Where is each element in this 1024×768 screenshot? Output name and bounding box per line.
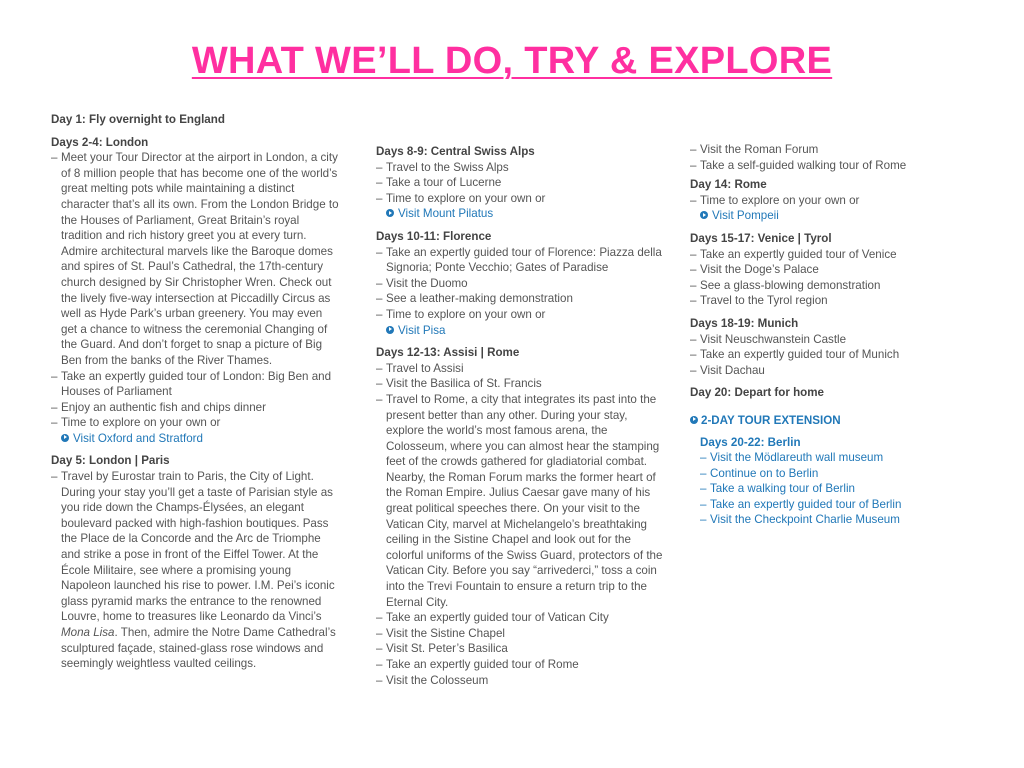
itinerary-item: – Take an expertly guided tour of Vatican City bbox=[376, 611, 609, 625]
itinerary-item: – Take a tour of Lucerne bbox=[376, 176, 502, 190]
day-title: Days 15-17: Venice | Tyrol bbox=[690, 231, 832, 245]
day-title: Days 8-9: Central Swiss Alps bbox=[376, 145, 535, 158]
day-title: Days 20-22: Berlin bbox=[700, 435, 801, 449]
optional-excursion-link[interactable]: Visit Pisa bbox=[376, 323, 666, 339]
itinerary-item: – Travel to Rome, a city that integrates its past into the present better than any other. During your stay, explore the world’s most famous arena, the Colosseum, where you can almost hear the stamping feet of the crowds gathered for gladiatorial combat. Nearby, the Roman Forum marks the former heart of the Roman Empire. Julius Caesar gave many of his great political speeches there. On your visit to the Vatican City, marvel at Michelangelo’s breathtaking ceiling in the Sistine Chapel and look out for the colorful uniforms of the Swiss Guard, protectors of the Vatican City. Before you say “arrivederci,” toss a coin into the Trevi Fountain to ensure a return trip to the Eternal City. bbox=[376, 392, 663, 609]
optional-excursion-link[interactable]: Visit Oxford and Stratford bbox=[51, 431, 341, 447]
itinerary-item: – Time to explore on your own or bbox=[51, 416, 221, 430]
itinerary-item: – Visit the Roman Forum bbox=[690, 143, 819, 156]
itinerary-item: – Travel by Eurostar train to Paris, the City of Light. During your stay you’ll get a taste of Parisian style as you ride down the Champs-Élysées, an elegant boulevard packed with high-fashion boutiques. Pass the Place de la Concorde and the Arc de Triomphe and strike a pose in front of the Eiffel Tower. At the École Militaire, see where a promising young Napoleon launched his rise to power. I.M. Pei’s iconic glass pyramid marks the entrance to the renowned Louvre, home to treasures like Leonardo da Vinci’s Mona Lisa. Then, admire the Notre Dame Cathedral’s sculptured façade, stained-glass rose windows and seemingly weightless vaulted ceilings. bbox=[51, 470, 336, 671]
itinerary-item: – Take an expertly guided tour of Venice bbox=[690, 247, 897, 261]
day-section bbox=[690, 177, 990, 224]
itinerary-item: – See a leather-making demonstration bbox=[376, 292, 573, 306]
itinerary-item: – Travel to the Swiss Alps bbox=[376, 160, 509, 174]
itinerary-item: – Enjoy an authentic fish and chips dinner bbox=[51, 400, 266, 414]
day-title: Day 5: London | Paris bbox=[51, 454, 170, 468]
optional-excursion-link[interactable]: Visit Mount Pilatus bbox=[376, 206, 666, 222]
day-title: Days 10-11: Florence bbox=[376, 229, 492, 243]
play-circle-icon bbox=[690, 416, 698, 424]
itinerary-item: – Visit Dachau bbox=[690, 363, 765, 377]
day-section bbox=[690, 385, 990, 401]
day-section bbox=[51, 453, 341, 671]
itinerary-item: – Visit the Doge’s Palace bbox=[690, 263, 819, 277]
day-title: Day 14: Rome bbox=[690, 178, 767, 192]
itinerary-item: – Time to explore on your own or bbox=[376, 191, 546, 205]
itinerary-item: – Visit St. Peter’s Basilica bbox=[376, 642, 508, 656]
itinerary-item: – Take a walking tour of Berlin bbox=[700, 482, 855, 496]
day-section bbox=[690, 231, 990, 309]
itinerary-item: – Visit the Duomo bbox=[376, 276, 468, 290]
itinerary-item: – Take an expertly guided tour of Rome bbox=[376, 658, 579, 671]
itinerary-item: – See a glass-blowing demonstration bbox=[690, 278, 881, 292]
day-section bbox=[376, 345, 666, 688]
day-section bbox=[51, 135, 341, 447]
play-circle-icon bbox=[61, 434, 69, 442]
itinerary-item: – Meet your Tour Director at the airport in London, a city of 8 million people that has become one of the world’s great melting pots while maintaining a distinct character that’s all its own. From the London Bridge to the Houses of Parliament, Great Britain’s royal tradition and rich history greet you at every turn. Admire architectural marvels like the Baroque domes and spires of St. Paul’s Cathedral, the 17th-century church designed by Sir Christopher Wren. Check out the lively five-way intersection at Piccadilly Circus as well as Hyde Park’s urban greenery. You may even get a chance to witness the ceremonial Changing of the Guard. And don’t forget to snap a picture of Big Ben from the banks of the River Thames. bbox=[51, 151, 339, 367]
day-section bbox=[51, 112, 341, 128]
itinerary-column-3 bbox=[690, 142, 990, 528]
day-section bbox=[690, 316, 990, 378]
itinerary-item: – Continue on to Berlin bbox=[700, 466, 819, 480]
itinerary-item: – Take a self-guided walking tour of Rome bbox=[690, 158, 907, 172]
itinerary-item: – Travel to Assisi bbox=[376, 361, 464, 375]
itinerary-item: – Visit the Basilica of St. Francis bbox=[376, 377, 542, 391]
day-section bbox=[690, 142, 990, 173]
itinerary-item: – Take an expertly guided tour of Florence: Piazza della Signoria; Ponte Vecchio; Gates of Paradise bbox=[376, 245, 662, 275]
itinerary-item: – Take an expertly guided tour of Munich bbox=[690, 348, 900, 362]
day-title: Days 12-13: Assisi | Rome bbox=[376, 346, 520, 360]
itinerary-item: – Visit the Checkpoint Charlie Museum bbox=[700, 513, 900, 527]
play-circle-icon bbox=[386, 209, 394, 217]
itinerary-item: – Take an expertly guided tour of London: Big Ben and Houses of Parliament bbox=[51, 369, 332, 399]
page-title: WHAT WE’LL DO, TRY & EXPLORE bbox=[191, 40, 833, 82]
itinerary-item: – Visit the Mödlareuth wall museum bbox=[700, 451, 884, 465]
day-title: Day 20: Depart for home bbox=[690, 386, 825, 400]
itinerary-item: – Travel to the Tyrol region bbox=[690, 294, 828, 308]
day-title: Days 18-19: Munich bbox=[690, 316, 799, 330]
optional-excursion-link[interactable]: Visit Pompeii bbox=[690, 208, 990, 224]
itinerary-item: – Time to explore on your own or bbox=[376, 307, 546, 321]
itinerary-item: – Visit the Colosseum bbox=[376, 673, 489, 687]
day-title: Days 2-4: London bbox=[51, 135, 149, 149]
itinerary-item: – Take an expertly guided tour of Berlin bbox=[700, 497, 902, 511]
itinerary-column-2 bbox=[376, 144, 666, 695]
tour-extension bbox=[690, 435, 990, 529]
itinerary-column-1 bbox=[51, 112, 341, 679]
tour-extension-heading[interactable]: 2-DAY TOUR EXTENSION bbox=[690, 413, 990, 429]
play-circle-icon bbox=[700, 211, 708, 219]
play-circle-icon bbox=[386, 326, 394, 334]
itinerary-item: – Visit the Sistine Chapel bbox=[376, 626, 506, 640]
itinerary-item: – Visit Neuschwanstein Castle bbox=[690, 332, 847, 346]
day-section bbox=[376, 144, 666, 222]
itinerary-item: – Time to explore on your own or bbox=[690, 193, 860, 207]
day-section bbox=[376, 229, 666, 338]
day-title: Day 1: Fly overnight to England bbox=[51, 113, 225, 126]
